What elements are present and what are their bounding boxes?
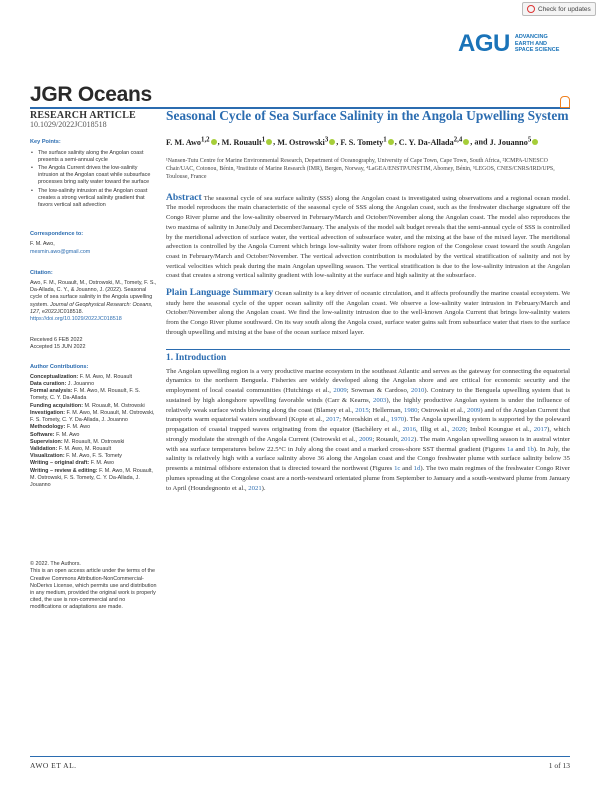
- footer-authors: AWO ET AL.: [30, 761, 77, 770]
- citation-link[interactable]: 2009: [333, 387, 347, 395]
- intro-text-run: ).: [261, 484, 266, 492]
- check-updates-label: Check for updates: [538, 5, 591, 13]
- citation-link[interactable]: 2009: [358, 435, 373, 443]
- orcid-icon[interactable]: [388, 139, 394, 145]
- key-points-list: [30, 150, 158, 210]
- intro-text-run: ) and of the Angolan Current that transports warm equatorial waters southward (Kopte et al.,: [166, 406, 570, 424]
- orcid-icon[interactable]: [266, 139, 272, 145]
- license-block: [30, 561, 158, 611]
- citation-doi-link[interactable]: https://doi.org/10.1029/2022JC018518: [30, 316, 122, 323]
- author[interactable]: M. Rouault$^1$: [221, 136, 266, 147]
- citation-link[interactable]: 1c: [394, 465, 401, 473]
- author[interactable]: F. S. Tomety$^1$: [340, 136, 387, 147]
- author[interactable]: C. Y. Da-Allada$^{2,4}$: [398, 136, 463, 147]
- intro-text-run: and: [400, 465, 414, 473]
- article-doi: 10.1029/2022JC018518: [30, 120, 107, 130]
- introduction-text: [166, 367, 570, 494]
- contribution-item: Validation: F. M. Awo, M. Rouault: [30, 445, 112, 452]
- intro-text-run: The Angolan upwelling region is a very productive marine ecosystem in the southeast Atlantic and serves as the gateway for connecting the equatorial dynamics to the northern Benguela. Fisheries are widely developed along the Angolan shore and are critical for economic security and the employment of local coastal communities (Hutchings et al.,: [166, 367, 570, 395]
- intro-text-run: ; Hellerman,: [368, 406, 405, 414]
- contribution-item: Formal analysis: F. M. Awo, M. Rouault, F. S. Tomety, C. Y. Da-Allada: [30, 388, 141, 402]
- intro-text-run: , Illig et al.,: [416, 426, 453, 434]
- intro-text-run: ), the highly productive Angolan system is under the influence of relatively weak surface winds blowing along the coast (Blamey et al.,: [166, 396, 570, 414]
- citation-link[interactable]: 1d: [413, 465, 421, 473]
- intro-text-run: ; Sowman & Cardoso,: [346, 387, 411, 395]
- abstract-text: The seasonal cycle of sea surface salinity (SSS) along the Angolan coast is investigated using observations and a regional ocean model. The model reproduces the main characteristic of the seasonal cycle of SSS along the Angolan coast, such as the freshwater discharge signature off the Congo River plume and the low-salinity observed in February/March and October/November along the Angolan coast. The model also reproduces the two maxima of salinity in June/July and December/January. The analysis of the model salt budget reveals that the semi-annual cycle of SSS is controlled by the meridional advection of surface water, the vertical advection of subsurface water, and the mixing at the base of the mixed layer. The meridional advection is controlled by the Angola Current which brings low-salinity water from offshore region of the Congolese coast toward the south Angolan coast in February/March and October/November. The vertical advection contribution is modulated by the vertical stratification of salinity and not by vertical velocities which peak during the main Angolan upwelling season. The vertical stratification is due to the low-salinity intrusion at the Angolan coast that creates a strong vertical salinity gradient with low-salinity at the surface and high salinity at the subsurface.: [166, 194, 570, 280]
- article-type: RESEARCH ARTICLE: [30, 110, 136, 121]
- citation-link[interactable]: 2012: [400, 435, 415, 443]
- orcid-icon[interactable]: [532, 139, 538, 145]
- section-rule: [166, 349, 570, 350]
- intro-text-run: ; Rouault,: [372, 435, 401, 443]
- abstract-heading: Abstract: [166, 191, 202, 203]
- agu-wordmark: AGU: [458, 30, 510, 57]
- intro-text-run: ), which strongly modulate the strength of the Angola Current (Ostrowski et al.,: [166, 426, 570, 443]
- intro-text-run: ). In July, the salinity is relatively high with a surface salinity above 36 along the Angolan coast and the Congo freshwater plume with surface salinity below 35 presents a minimal offshore extension that is directed toward the northwest (Figures: [166, 445, 571, 473]
- intro-text-run: ; Ostrowski et al.,: [417, 406, 467, 414]
- open-access-icon: [560, 96, 570, 108]
- contributions-heading: Author Contributions:: [30, 363, 89, 370]
- key-point: • The Angola Current drives the low-salinity intrusion at the Angolan coast while subsurface processes bring salty water toward the surface: [30, 165, 158, 187]
- main-content: [166, 108, 571, 493]
- affiliations: ¹Nansen-Tutu Centre for Marine Environmental Research, Department of Oceanography, University of Cape Town, Cape Town, South Africa, ²ICMPA-UNESCO Chair/UAC, Cotonou, Bénin, ³Institute of Marine Research (IMR), Bergen, Norway, ⁴LaGEA/ENSTP/UNSTIM, Abomey, Bénin, ⁵LEGOS, CNES/CNRS/IRD/UPS, Toulouse, France: [166, 157, 555, 180]
- contribution-item: Visualization: F. M. Awo, F. S. Tomety: [30, 453, 122, 460]
- citation-link[interactable]: 2015: [355, 406, 369, 414]
- license-text: This is an open access article under the terms of the Creative Commons Attribution-NonCommercial-NoDerivs License, which permits use and distribution in any medium, provided the original work is properly cited, the use is non-commercial and no modifications or adaptations are made.: [30, 568, 157, 611]
- citation-link[interactable]: 2020: [452, 426, 466, 434]
- contribution-item: Methodology: F. M. Awo: [30, 424, 91, 431]
- citation-link[interactable]: 2003: [373, 396, 387, 404]
- citation-link[interactable]: 1a: [506, 445, 514, 453]
- citation-link[interactable]: 1980: [404, 406, 418, 414]
- citation-text: Awo, F. M., Rouault, M., Ostrowski, M., Tomety, F. S., Da-Allada, C. Y., & Jouanno, J. (2022). Seasonal cycle of sea surface salinity in the Angola upwelling system. Journal of Geophysical Research: Oceans, 127, e2022JC018518. https://doi.org/10.1029/2022JC018518: [30, 280, 157, 323]
- journal-name: JGR Oceans: [30, 83, 152, 106]
- intro-text-run: ). The main Angolan upwelling season is in austral winter with sea surface temperatures below 22.5°C in July along the coast and a marked cross-shore SST thermal gradient (Figures: [166, 435, 570, 453]
- page-number: 1 of 13: [548, 761, 570, 770]
- orcid-icon[interactable]: [329, 139, 335, 145]
- footer-rule: [30, 756, 570, 757]
- orcid-icon[interactable]: [211, 139, 217, 145]
- article-title: Seasonal Cycle of Sea Surface Salinity in the Angola Upwelling System: [166, 108, 569, 123]
- plain-language-heading: Plain Language Summary: [166, 287, 274, 299]
- key-points-heading: Key Points:: [30, 139, 61, 146]
- copyright: © 2022. The Authors.: [30, 561, 81, 568]
- intro-text-run: and: [513, 445, 528, 453]
- contribution-item: Writing – review & editing: F. M. Awo, M. Rouault, M. Ostrowski, F. S. Tomety, C. Y. Da-Allada, J. Jouanno: [30, 467, 153, 488]
- key-point: • The surface salinity along the Angolan coast presents a semi-annual cycle: [30, 150, 158, 164]
- citation-link[interactable]: 2009: [467, 406, 481, 414]
- citation-link[interactable]: 1970: [390, 416, 405, 424]
- citation-heading: Citation:: [30, 269, 53, 276]
- plain-language-text: Ocean salinity is a key driver of oceanic circulation, and it affects profoundly the marine coastal ecosystem. We study here the seasonal cycle of the upper ocean salinity off the Angolan coast. We observe a low-salinity water intrusion in February/March and October/November along the Angolan coast. We find the low-salinity intrusion due to the well-known Angola Current that brings low-salinity waters from the Congo River plume southward. On its way south along the Angola coast, surface water gains salt from subsurface water that rises to the surface through upwelling and mixing at the base of the ocean surface mixed layer.: [166, 290, 570, 336]
- contribution-item: Supervision: M. Rouault, M. Ostrowski: [30, 438, 125, 445]
- intro-text-run: ; Imbol Koungue et al.,: [465, 426, 534, 434]
- author[interactable]: F. M. Awo$^{1,2}$: [166, 136, 210, 147]
- citation-link[interactable]: 2016: [402, 426, 417, 434]
- author-list: F. M. Awo$^{1,2}$ , M. Rouault$^1$ , M. Ostrowski$^3$ , F. S. Tomety$^1$ , C. Y. Da-Allada$^{2,4}$ , and J. Jouanno$^5$: [166, 134, 570, 148]
- intro-text-run: ; Moroshkin et al.,: [339, 416, 391, 424]
- author[interactable]: M. Ostrowski$^3$: [277, 136, 329, 147]
- citation-link[interactable]: 2017: [325, 416, 340, 424]
- author[interactable]: J. Jouanno$^5$: [489, 136, 532, 147]
- contribution-item: Writing – original draft: F. M. Awo: [30, 460, 114, 467]
- contribution-item: Data curation: J. Jouanno: [30, 381, 95, 388]
- contribution-item: Investigation: F. M. Awo, M. Rouault, M. Ostrowski, F. S. Tomety, C. Y. Da-Allada, J. Jouanno: [30, 409, 155, 424]
- received-date: Received 6 FEB 2022: [30, 337, 83, 344]
- contribution-item: Conceptualization: F. M. Awo, M. Rouault: [30, 373, 133, 380]
- contribution-item: Software: F. M. Awo: [30, 431, 80, 438]
- introduction-heading: 1. Introduction: [166, 352, 227, 363]
- key-point: • The low-salinity intrusion at the Angolan coast creates a strong vertical salinity gradient that favors vertical salt advection: [30, 188, 158, 210]
- citation-link[interactable]: 2017: [533, 426, 548, 434]
- contributions-list: [30, 374, 158, 489]
- citation-link[interactable]: 2021: [248, 484, 262, 492]
- accepted-date: Accepted 15 JUN 2022: [30, 344, 86, 351]
- correspondence-heading: Correspondence to:: [30, 231, 84, 238]
- check-for-updates-badge[interactable]: [522, 2, 596, 16]
- introduction-section: [166, 349, 570, 494]
- correspondence: [30, 241, 158, 255]
- contribution-item: Funding acquisition: M. Rouault, M. Ostrowski: [30, 402, 145, 409]
- abstract: [166, 193, 570, 281]
- plain-language-summary: [166, 288, 570, 338]
- agu-tagline: ADVANCING EARTH AND SPACE SCIENCE: [514, 34, 560, 54]
- intro-text-run: ). Contrary to the Benguela upwelling system that is sustained by high alongshore upwelling favorable winds (Carr & Kearns,: [166, 387, 571, 404]
- correspondence-email-link[interactable]: mesmin.awo@gmail.com: [30, 248, 91, 255]
- orcid-icon[interactable]: [463, 139, 469, 145]
- agu-logo: [458, 30, 559, 58]
- intro-text-run: ). The two main regimes of the freshwater Congo River plumes spreading at the Congolese coast are a north-westward orientated plume from September to January and a south-westward plume from January to April (Houndegnonto et al.,: [166, 465, 570, 492]
- citation-link[interactable]: 1b: [527, 445, 534, 453]
- correspondence-name: F. M. Awo,: [30, 241, 55, 248]
- sidebar: [30, 112, 158, 612]
- citation-link[interactable]: 2010: [410, 387, 425, 395]
- intro-text-run: ). The Angola upwelling system is supported by the poleward propagation of coastal trapped waves originating from the equator (Bachèlery et al.,: [166, 416, 570, 434]
- check-updates-icon: [527, 5, 535, 13]
